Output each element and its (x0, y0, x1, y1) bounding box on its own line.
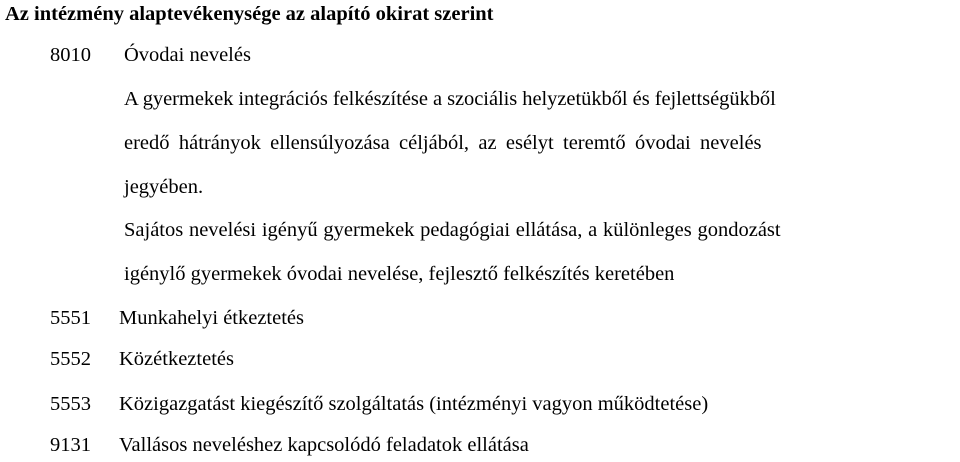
activity-code: 5553 (50, 393, 91, 415)
activity-title: Vallásos neveléshez kapcsolódó feladatok ellátása (119, 434, 529, 456)
paragraph-line: igénylő gyermekek óvodai nevelése, fejlesztő felkészítés keretében (124, 263, 675, 285)
activity-code: 8010 (50, 44, 91, 66)
activity-title: Munkahelyi étkeztetés (119, 307, 305, 329)
paragraph-line: eredő hátrányok ellensúlyozása céljából, az esélyt teremtő óvodai nevelés (124, 132, 762, 154)
activity-title: Közétkeztetés (119, 348, 234, 370)
activity-code: 9131 (50, 434, 91, 456)
activity-code: 5551 (50, 307, 91, 329)
paragraph-line: Sajátos nevelési igényű gyermekek pedagógiai ellátása, a különleges gondozást (124, 219, 781, 241)
paragraph-line: jegyében. (124, 176, 204, 198)
activity-title: Óvodai nevelés (124, 44, 251, 66)
activity-code: 5552 (50, 348, 91, 370)
activity-title: Közigazgatást kiegészítő szolgáltatás (intézményi vagyon működtetése) (119, 393, 709, 415)
document-heading: Az intézmény alaptevékenysége az alapító okirat szerint (5, 3, 494, 25)
paragraph-line: A gyermekek integrációs felkészítése a szociális helyzetükből és fejlettségükből (124, 88, 776, 110)
